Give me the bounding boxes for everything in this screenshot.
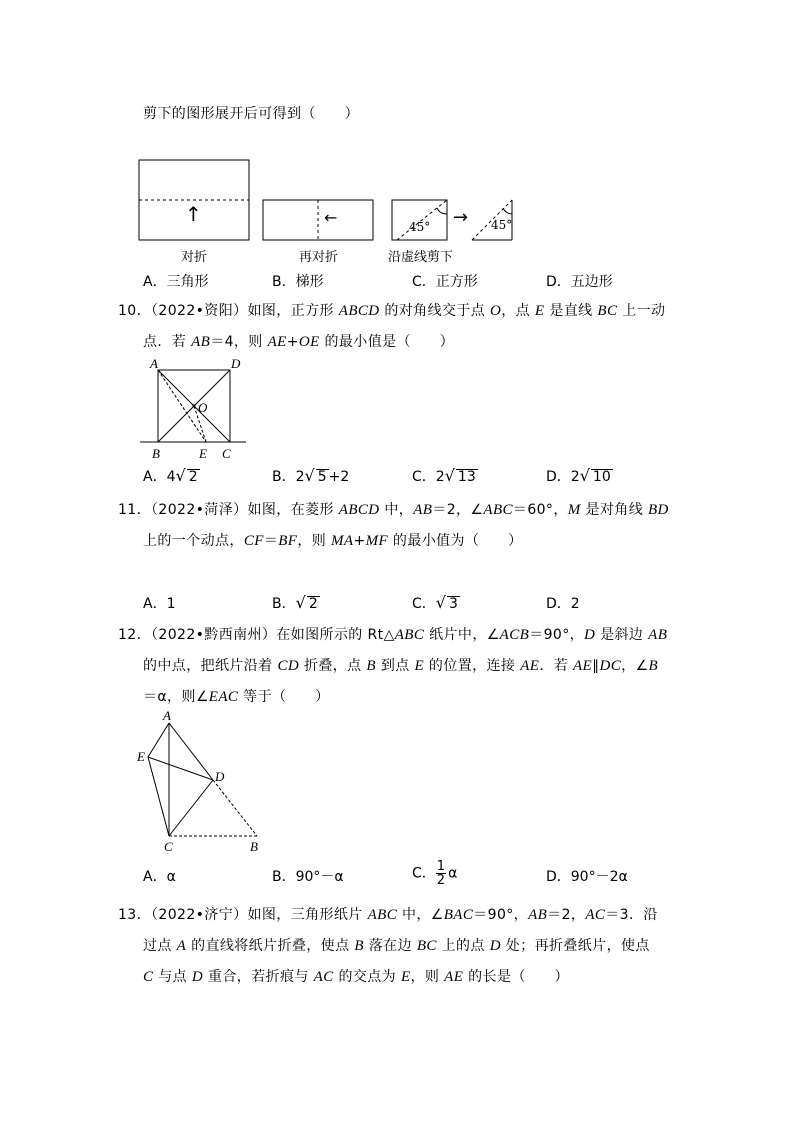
q10-label-d: D bbox=[231, 356, 241, 371]
arrow-up-icon: ↑ bbox=[185, 202, 202, 226]
q11-option-d[interactable]: D．2 bbox=[546, 596, 580, 612]
caption-cut: 沿虚线剪下 bbox=[388, 250, 454, 265]
q12-label-d: D bbox=[215, 769, 225, 784]
q12-dashed-db bbox=[213, 780, 257, 836]
q10-label-a: A bbox=[150, 356, 158, 371]
arrow-right-icon: → bbox=[453, 207, 469, 228]
q13-stem-line-2: 过点 A 的直线将纸片折叠，使点 B 落在边 BC 上的点 D 处；再折叠纸片，使点 bbox=[143, 938, 650, 954]
q11-stem-line-1: 11．（2022•菏泽）如图，在菱形 ABCD 中，AB＝2，∠ABC＝60°，M 是对角线 BD bbox=[118, 502, 669, 518]
angle-label-1: 45° bbox=[409, 220, 431, 234]
q12-stem-line-1: 12．（2022•黔西南州）在如图所示的 Rt△ABC 纸片中，∠ACB＝90°，D 是斜边 AB bbox=[118, 627, 668, 643]
q12-label-c: C bbox=[164, 839, 173, 854]
q11-option-a[interactable]: A．1 bbox=[143, 596, 176, 612]
q9-option-b[interactable]: B．梯形 bbox=[272, 274, 324, 290]
q10-stem-line-1: 10．（2022•资阳）如图，正方形 ABCD 的对角线交于点 O，点 E 是直线 BC 上一动 bbox=[118, 303, 666, 319]
q12-option-c[interactable]: C． $\frac{1}{2}$ α bbox=[412, 859, 458, 888]
q10-label-c: C bbox=[222, 446, 231, 461]
q12-option-b[interactable]: B．90°－α bbox=[272, 869, 344, 885]
caption-fold-once: 对折 bbox=[181, 250, 208, 265]
question-9-stem-tail: 剪下的图形展开后可得到（ ） bbox=[143, 106, 359, 122]
q12-line-ed bbox=[148, 757, 213, 780]
q12-label-b: B bbox=[250, 839, 258, 854]
q10-label-b: B bbox=[152, 446, 160, 461]
q10-option-a[interactable]: A．4√ 2 bbox=[143, 466, 198, 485]
angle-label-2: 45° bbox=[491, 218, 513, 232]
q11-option-b[interactable]: B．√ 2 bbox=[272, 593, 318, 612]
q13-stem-line-3: C 与点 D 重合，若折痕与 AC 的交点为 E，则 AE 的长是（ ） bbox=[143, 969, 569, 985]
q9-option-c[interactable]: C．正方形 bbox=[412, 274, 478, 290]
q12-stem-line-3: ＝α，则∠EAC 等于（ ） bbox=[143, 689, 330, 705]
q12-line-cd bbox=[169, 780, 213, 836]
arrow-left-icon: ← bbox=[324, 208, 338, 227]
q12-stem-line-2: 的中点，把纸片沿着 CD 折叠，点 B 到点 E 的位置，连接 AE．若 AE∥DC，∠B bbox=[143, 658, 659, 674]
q10-option-c[interactable]: C．2√ 13 bbox=[412, 466, 476, 485]
q10-stem-line-2: 点．若 AB＝4，则 AE+OE 的最小值是（ ） bbox=[143, 334, 455, 350]
q11-option-c[interactable]: C．√ 3 bbox=[412, 593, 458, 612]
q13-stem-line-1: 13．（2022•济宁）如图，三角形纸片 ABC 中，∠BAC＝90°，AB＝2，AC＝3．沿 bbox=[118, 907, 658, 923]
q11-stem-line-2: 上的一个动点，CF＝BF，则 MA+MF 的最小值为（ ） bbox=[143, 533, 523, 549]
q12-option-a[interactable]: A．α bbox=[143, 869, 176, 885]
q10-option-d[interactable]: D．2√ 10 bbox=[546, 466, 611, 485]
q12-line-ad bbox=[169, 723, 213, 780]
q10-option-b[interactable]: B．2√ 5 +2 bbox=[272, 466, 350, 485]
q12-label-e: E bbox=[137, 749, 145, 764]
q12-line-ae bbox=[148, 723, 169, 757]
q12-option-d[interactable]: D．90°－2α bbox=[546, 869, 628, 885]
q12-line-ec bbox=[148, 757, 169, 836]
q10-label-o: O bbox=[198, 400, 208, 415]
q9-option-a[interactable]: A．三角形 bbox=[143, 274, 209, 290]
q10-label-e: E bbox=[199, 446, 207, 461]
q9-option-d[interactable]: D．五边形 bbox=[546, 274, 613, 290]
caption-fold-twice: 再对折 bbox=[299, 250, 339, 265]
q12-label-a: A bbox=[163, 708, 171, 723]
